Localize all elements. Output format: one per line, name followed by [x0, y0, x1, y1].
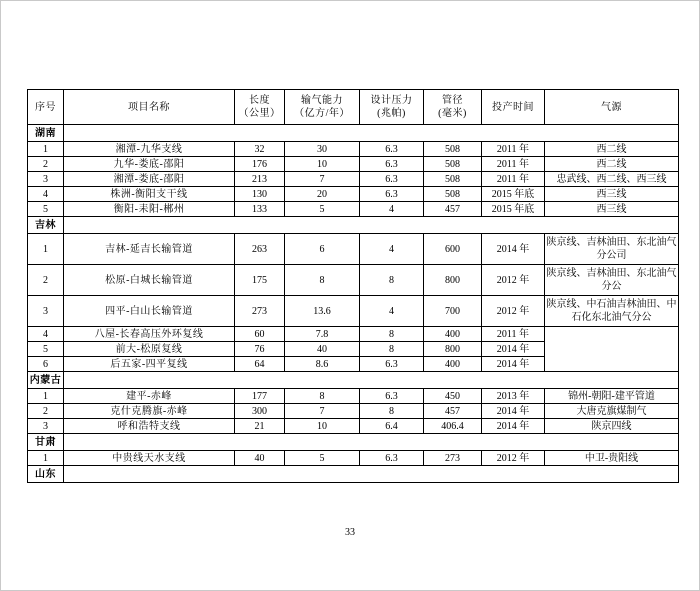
column-header-label: 序号 [35, 101, 56, 113]
cell-no: 5 [28, 342, 64, 357]
cell-no: 1 [28, 234, 64, 265]
cell-capacity: 20 [285, 187, 360, 202]
cell-date: 2015 年底 [482, 187, 545, 202]
cell-no: 1 [28, 451, 64, 466]
cell-date: 2011 年 [482, 157, 545, 172]
cell-source: 锦州-朝阳-建平管道 [545, 389, 679, 404]
cell-length: 133 [235, 202, 285, 217]
table-body [28, 125, 679, 483]
project-row [28, 234, 679, 265]
cell-date: 2014 年 [482, 357, 545, 372]
cell-diameter: 508 [424, 157, 482, 172]
cell-capacity: 8.6 [285, 357, 360, 372]
cell-length: 176 [235, 157, 285, 172]
cell-length: 213 [235, 172, 285, 187]
cell-source: 中卫-贵阳线 [545, 451, 679, 466]
cell-length: 175 [235, 265, 285, 296]
cell-date: 2012 年 [482, 265, 545, 296]
cell-name: 中贵线天水支线 [64, 451, 235, 466]
cell-diameter: 450 [424, 389, 482, 404]
column-header [28, 90, 64, 125]
cell-length: 300 [235, 404, 285, 419]
region-row-spacer [64, 372, 679, 389]
region-label: 甘肃 [28, 434, 64, 451]
cell-name: 八屋-长春高压外环复线 [64, 327, 235, 342]
region-row-spacer [64, 466, 679, 483]
cell-name: 吉林-延吉长输管道 [64, 234, 235, 265]
project-row [28, 389, 679, 404]
cell-name: 克什克腾旗-赤峰 [64, 404, 235, 419]
project-row [28, 419, 679, 434]
cell-capacity: 13.6 [285, 296, 360, 327]
column-header-label: 管径 [442, 95, 463, 106]
region-row [28, 125, 679, 142]
cell-diameter: 400 [424, 327, 482, 342]
column-header-unit: （亿方/年） [294, 108, 350, 119]
cell-name: 后五家-四平复线 [64, 357, 235, 372]
cell-pressure: 6.3 [360, 142, 424, 157]
region-row-spacer [64, 125, 679, 142]
cell-diameter: 508 [424, 142, 482, 157]
cell-capacity: 40 [285, 342, 360, 357]
cell-diameter: 700 [424, 296, 482, 327]
column-header [482, 90, 545, 125]
column-header [360, 90, 424, 125]
project-row [28, 296, 679, 327]
project-row [28, 202, 679, 217]
cell-pressure: 4 [360, 234, 424, 265]
cell-no: 5 [28, 202, 64, 217]
cell-pressure: 4 [360, 296, 424, 327]
region-label: 山东 [28, 466, 64, 483]
cell-length: 130 [235, 187, 285, 202]
cell-no: 2 [28, 265, 64, 296]
cell-source: 西二线 [545, 157, 679, 172]
cell-capacity: 5 [285, 451, 360, 466]
project-row [28, 327, 679, 342]
cell-length: 32 [235, 142, 285, 157]
cell-name: 呼和浩特支线 [64, 419, 235, 434]
cell-diameter: 406.4 [424, 419, 482, 434]
column-header-unit: （公里） [238, 108, 281, 119]
column-header-unit: (兆帕) [377, 108, 406, 119]
cell-diameter: 508 [424, 172, 482, 187]
cell-diameter: 273 [424, 451, 482, 466]
cell-diameter: 600 [424, 234, 482, 265]
cell-diameter: 800 [424, 342, 482, 357]
cell-diameter: 800 [424, 265, 482, 296]
cell-name: 松原-白城长输管道 [64, 265, 235, 296]
cell-name: 建平-赤峰 [64, 389, 235, 404]
region-label: 内蒙古 [28, 372, 64, 389]
column-header [285, 90, 360, 125]
region-row [28, 434, 679, 451]
cell-capacity: 8 [285, 265, 360, 296]
cell-source: 陕京线、吉林油田、东北油气分公 [545, 265, 679, 296]
table-header [28, 90, 679, 125]
cell-name: 九华-娄底-邵阳 [64, 157, 235, 172]
cell-source: 忠武线、西二线、西三线 [545, 172, 679, 187]
cell-pressure: 8 [360, 342, 424, 357]
cell-pressure: 6.3 [360, 389, 424, 404]
cell-date: 2014 年 [482, 234, 545, 265]
cell-name: 湘潭-娄底-邵阳 [64, 172, 235, 187]
cell-length: 263 [235, 234, 285, 265]
column-header-unit: (毫米) [438, 108, 467, 119]
cell-pressure: 8 [360, 404, 424, 419]
cell-diameter: 400 [424, 357, 482, 372]
cell-capacity: 10 [285, 419, 360, 434]
cell-capacity: 30 [285, 142, 360, 157]
project-row [28, 404, 679, 419]
cell-pressure: 6.3 [360, 157, 424, 172]
project-row [28, 142, 679, 157]
cell-length: 76 [235, 342, 285, 357]
cell-capacity: 6 [285, 234, 360, 265]
column-header [64, 90, 235, 125]
cell-capacity: 7 [285, 172, 360, 187]
cell-pressure: 4 [360, 202, 424, 217]
cell-diameter: 457 [424, 404, 482, 419]
cell-name: 衡阳-耒阳-郴州 [64, 202, 235, 217]
cell-no: 4 [28, 187, 64, 202]
cell-pressure: 6.3 [360, 187, 424, 202]
cell-no: 3 [28, 296, 64, 327]
column-header-label: 长度 [249, 95, 270, 106]
cell-pressure: 6.4 [360, 419, 424, 434]
column-header-label: 项目名称 [128, 101, 170, 113]
cell-source: 西二线 [545, 142, 679, 157]
column-header-label: 投产时间 [492, 101, 534, 113]
cell-pressure: 6.3 [360, 357, 424, 372]
cell-source: 大唐克旗煤制气 [545, 404, 679, 419]
cell-no: 1 [28, 389, 64, 404]
column-header [424, 90, 482, 125]
column-header [235, 90, 285, 125]
region-row [28, 466, 679, 483]
cell-no: 2 [28, 157, 64, 172]
cell-capacity: 7.8 [285, 327, 360, 342]
cell-name: 四平-白山长输管道 [64, 296, 235, 327]
cell-length: 273 [235, 296, 285, 327]
header-row [28, 90, 679, 125]
cell-name: 株洲-衡阳支干线 [64, 187, 235, 202]
project-row [28, 451, 679, 466]
cell-date: 2012 年 [482, 451, 545, 466]
cell-no: 6 [28, 357, 64, 372]
column-header-label: 气源 [601, 101, 622, 113]
cell-date: 2011 年 [482, 142, 545, 157]
cell-length: 177 [235, 389, 285, 404]
cell-source: 西三线 [545, 202, 679, 217]
cell-name: 湘潭-九华支线 [64, 142, 235, 157]
region-label: 吉林 [28, 217, 64, 234]
project-row [28, 172, 679, 187]
cell-capacity: 5 [285, 202, 360, 217]
region-row [28, 217, 679, 234]
cell-source [545, 327, 679, 372]
cell-capacity: 10 [285, 157, 360, 172]
region-row [28, 372, 679, 389]
column-header-label: 输气能力 [301, 95, 343, 106]
cell-date: 2011 年 [482, 327, 545, 342]
cell-source: 西三线 [545, 187, 679, 202]
cell-date: 2014 年 [482, 419, 545, 434]
column-header-label: 设计压力 [370, 95, 413, 106]
cell-source: 陕京四线 [545, 419, 679, 434]
cell-pressure: 6.3 [360, 451, 424, 466]
page-number: 33 [345, 527, 355, 538]
cell-source: 陕京线、中石油吉林油田、中石化东北油气分公 [545, 296, 679, 327]
cell-length: 21 [235, 419, 285, 434]
cell-pressure: 8 [360, 327, 424, 342]
cell-no: 3 [28, 419, 64, 434]
region-row-spacer [64, 434, 679, 451]
cell-date: 2012 年 [482, 296, 545, 327]
cell-date: 2014 年 [482, 342, 545, 357]
cell-length: 64 [235, 357, 285, 372]
pipeline-projects-table [27, 89, 679, 483]
cell-no: 1 [28, 142, 64, 157]
cell-date: 2011 年 [482, 172, 545, 187]
cell-pressure: 8 [360, 265, 424, 296]
cell-diameter: 457 [424, 202, 482, 217]
cell-length: 60 [235, 327, 285, 342]
project-row [28, 157, 679, 172]
cell-capacity: 7 [285, 404, 360, 419]
cell-pressure: 6.3 [360, 172, 424, 187]
cell-date: 2014 年 [482, 404, 545, 419]
cell-no: 2 [28, 404, 64, 419]
region-label: 湖南 [28, 125, 64, 142]
cell-date: 2015 年底 [482, 202, 545, 217]
cell-length: 40 [235, 451, 285, 466]
cell-name: 前大-松原复线 [64, 342, 235, 357]
cell-no: 4 [28, 327, 64, 342]
cell-capacity: 8 [285, 389, 360, 404]
cell-diameter: 508 [424, 187, 482, 202]
cell-source: 陕京线、吉林油田、东北油气分公司 [545, 234, 679, 265]
column-header [545, 90, 679, 125]
cell-no: 3 [28, 172, 64, 187]
project-row [28, 265, 679, 296]
cell-date: 2013 年 [482, 389, 545, 404]
project-row [28, 187, 679, 202]
region-row-spacer [64, 217, 679, 234]
